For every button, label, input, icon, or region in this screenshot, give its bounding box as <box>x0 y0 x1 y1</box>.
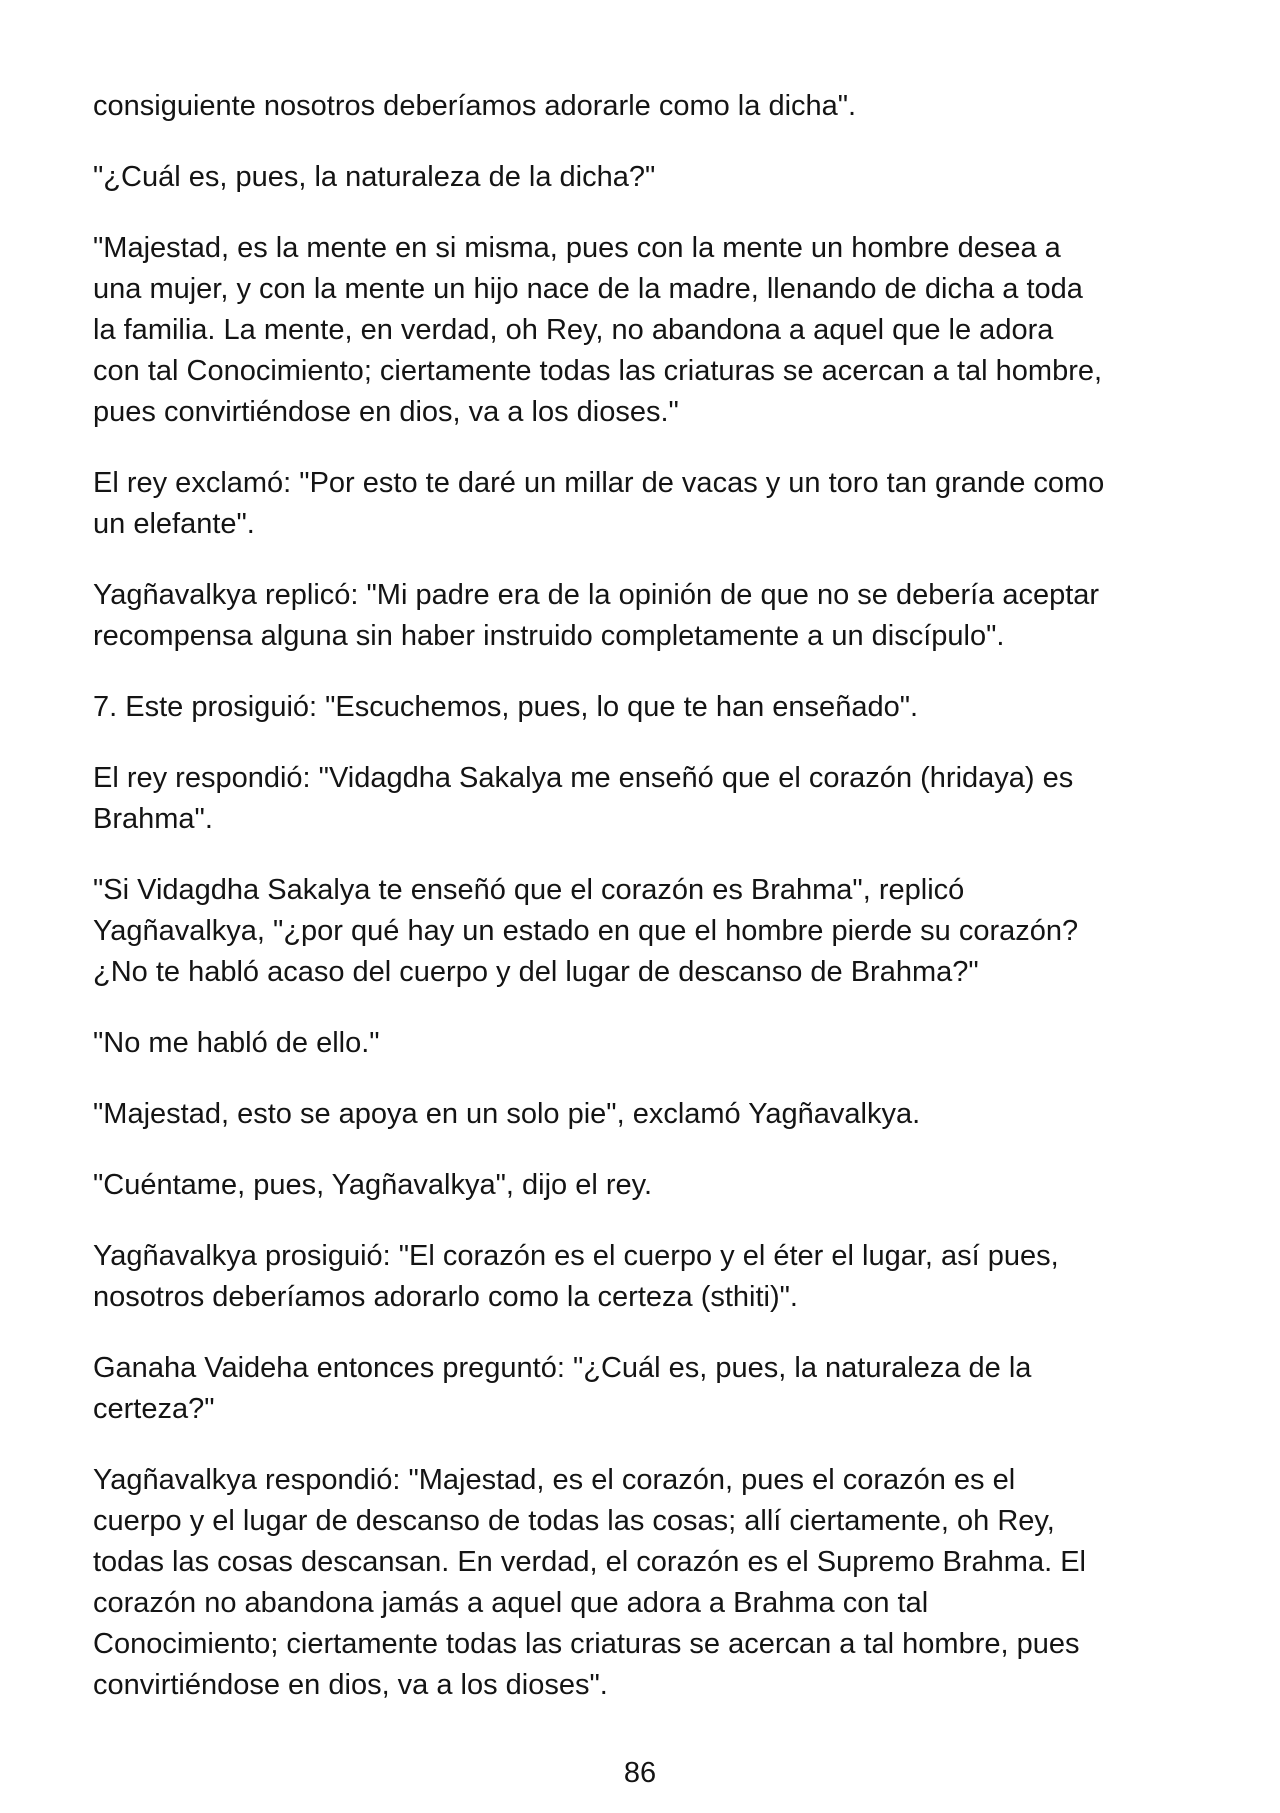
paragraph: "Majestad, esto se apoya en un solo pie", exclamó Yagñavalkya. <box>93 1098 921 1130</box>
paragraph: 7. Este prosiguió: "Escuchemos, pues, lo que te han enseñado". <box>93 691 919 723</box>
paragraph: "Si Vidagdha Sakalya te enseñó que el corazón es Brahma", replicó Yagñavalkya, "¿por qué hay un estado en que el hombre pierde su corazón? ¿No te habló acaso del cuerpo y del lugar de descanso de Brahma?" <box>93 874 1079 988</box>
paragraph: Yagñavalkya prosiguió: "El corazón es el cuerpo y el éter el lugar, así pues, nosotros deberíamos adorarlo como la certeza (sthiti)". <box>93 1240 1059 1313</box>
paragraph: "Cuéntame, pues, Yagñavalkya", dijo el rey. <box>93 1169 653 1201</box>
paragraph: Ganaha Vaideha entonces preguntó: "¿Cuál es, pues, la naturaleza de la certeza?" <box>93 1352 1032 1425</box>
paragraph: "Majestad, es la mente en si misma, pues con la mente un hombre desea a una mujer, y con la mente un hijo nace de la madre, llenando de dicha a toda la familia. La mente, en verdad, oh Rey, no abandona a aquel que le adora con tal Conocimiento; ciertamente todas las criaturas se acercan a tal hombre, pues convirtiéndose en dios, va a los dioses." <box>93 232 1103 428</box>
paragraph: consiguiente nosotros deberíamos adorarle como la dicha". <box>93 90 857 122</box>
page-body <box>93 86 1203 1736</box>
paragraph: Yagñavalkya respondió: "Majestad, es el corazón, pues el corazón es el cuerpo y el lugar de descanso de todas las cosas; allí ciertamente, oh Rey, todas las cosas descansan. En verdad, el corazón es el Supremo Brahma. El corazón no abandona jamás a aquel que adora a Brahma con tal Conocimiento; ciertamente todas las criaturas se acercan a tal hombre, pues convirtiéndose en dios, va a los dioses". <box>93 1464 1086 1701</box>
paragraph: El rey respondió: "Vidagdha Sakalya me enseñó que el corazón (hridaya) es Brahma". <box>93 762 1074 835</box>
paragraph: "¿Cuál es, pues, la naturaleza de la dicha?" <box>93 161 656 193</box>
paragraph: "No me habló de ello." <box>93 1027 380 1059</box>
page-number: 86 <box>623 1757 657 1789</box>
paragraph: Yagñavalkya replicó: "Mi padre era de la opinión de que no se debería aceptar recompensa alguna sin haber instruido completamente a un discípulo". <box>93 579 1100 652</box>
paragraph: El rey exclamó: "Por esto te daré un millar de vacas y un toro tan grande como un elefante". <box>93 467 1105 540</box>
